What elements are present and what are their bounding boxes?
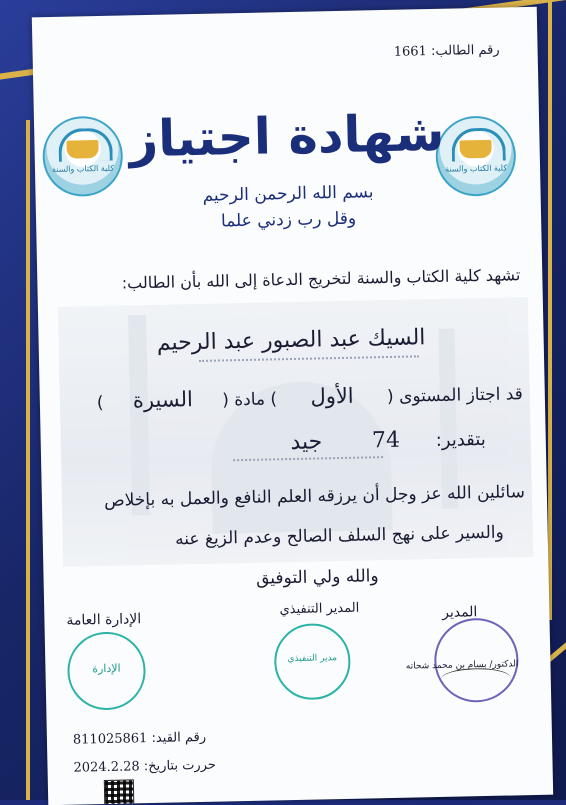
executive-stamp [274, 623, 352, 701]
gold-stripe-right [548, 0, 552, 620]
subject-label: ) مادة ( [222, 389, 278, 411]
student-number-label: رقم الطالب: [430, 42, 500, 60]
issue-date [73, 758, 216, 776]
issue-date-value: 2024.2.28 [73, 759, 140, 776]
student-name: السيك عبد الصبور عبد الرحيم [156, 325, 426, 356]
gold-stripe-left [26, 120, 30, 800]
grade-line [290, 426, 486, 455]
signature-admin-title: الإدارة العامة [66, 611, 142, 629]
verse: وقل رب زدني علما [220, 208, 357, 232]
signature-executive-title: المدير التنفيذي [279, 600, 360, 618]
certificate-paper [32, 7, 553, 805]
signature-director-title: المدير [441, 604, 478, 621]
prayer-line-2: والسير على نهج السلف الصالح وعدم الزيغ عنه [174, 522, 504, 550]
intro-text: تشهد كلية الكتاب والسنة لتخريج الدعاة إلى الله بأن الطالب: [121, 265, 521, 293]
record-number-label: رقم القيد: [151, 729, 207, 747]
issue-date-label: حررت بتاريخ: [143, 757, 217, 775]
prayer-line-3: والله ولي التوفيق [255, 566, 379, 589]
student-number [394, 43, 500, 60]
qr-code [104, 779, 135, 805]
prayer-line-1: سائلين الله عز وجل أن يرزقه العلم النافع والعمل به بإخلاص [103, 482, 526, 511]
grade-text: جيد [290, 429, 323, 456]
admin-stamp [67, 631, 147, 711]
subject-value: السيرة [132, 387, 194, 413]
passed-prefix: قد اجتاز المستوى ( [386, 384, 524, 408]
basmala: بسم الله الرحمن الرحيم [202, 182, 374, 206]
level-value: الأول [310, 383, 354, 409]
student-number-value: 1661 [393, 44, 428, 60]
record-number-value: 811025861 [72, 731, 148, 748]
logo-text: كلية الكتاب والسنة [444, 163, 508, 174]
record-number [73, 730, 206, 748]
certificate-title: شهادة اجتياز [128, 103, 445, 169]
executive-stamp-text: مدير التنفيذي [287, 653, 338, 665]
director-name: الدكتور/ بسام بن محمد شحاته [405, 659, 519, 672]
close-paren: ) [96, 392, 104, 414]
admin-stamp-text: الإدارة [92, 661, 121, 676]
grade-score: 74 [371, 427, 401, 454]
logo-text: كلية الكتاب والسنة [51, 163, 115, 174]
grade-label: بتقدير: [435, 428, 486, 452]
